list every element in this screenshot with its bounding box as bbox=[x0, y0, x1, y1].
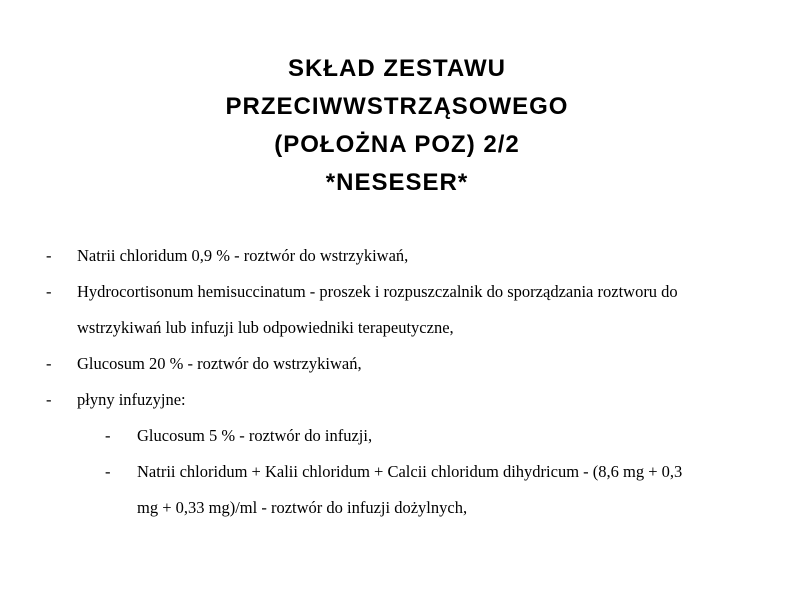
contents-list bbox=[0, 238, 794, 526]
list-bullet: - bbox=[105, 462, 111, 481]
list-item bbox=[0, 274, 794, 310]
list-item-text: Hydrocortisonum hemisuccinatum - proszek i rozpuszczalnik do sporządzania roztworu do bbox=[77, 282, 678, 301]
list-item-text: Natrii chloridum + Kalii chloridum + Calcii chloridum dihydricum - (8,6 mg + 0,3 bbox=[137, 462, 683, 481]
title-line-4: *NESESER* bbox=[325, 169, 469, 196]
list-item-text: Glucosum 5 % - roztwór do infuzji, bbox=[137, 426, 373, 445]
page-title bbox=[0, 50, 794, 202]
list-item-continuation bbox=[0, 310, 794, 346]
list-item-text: Glucosum 20 % - roztwór do wstrzykiwań, bbox=[77, 354, 362, 373]
list-bullet: - bbox=[46, 390, 52, 409]
list-bullet: - bbox=[105, 426, 111, 445]
list-item-text: mg + 0,33 mg)/ml - roztwór do infuzji dożylnych, bbox=[137, 498, 468, 517]
sub-list-item-continuation bbox=[0, 490, 794, 526]
list-item bbox=[0, 382, 794, 418]
list-bullet: - bbox=[46, 354, 52, 373]
title-line-3: (POŁOŻNA POZ) 2/2 bbox=[274, 131, 520, 158]
list-item-text: płyny infuzyjne: bbox=[77, 390, 186, 409]
sub-list-item bbox=[0, 418, 794, 454]
list-item bbox=[0, 238, 794, 274]
sub-list-item bbox=[0, 454, 794, 490]
list-bullet: - bbox=[46, 246, 52, 265]
title-line-1: SKŁAD ZESTAWU bbox=[288, 55, 506, 82]
list-item-text: wstrzykiwań lub infuzji lub odpowiedniki terapeutyczne, bbox=[77, 318, 454, 337]
title-line-2: PRZECIWWSTRZĄSOWEGO bbox=[225, 93, 569, 120]
list-item bbox=[0, 346, 794, 382]
list-item-text: Natrii chloridum 0,9 % - roztwór do wstrzykiwań, bbox=[77, 246, 409, 265]
list-bullet: - bbox=[46, 282, 52, 301]
